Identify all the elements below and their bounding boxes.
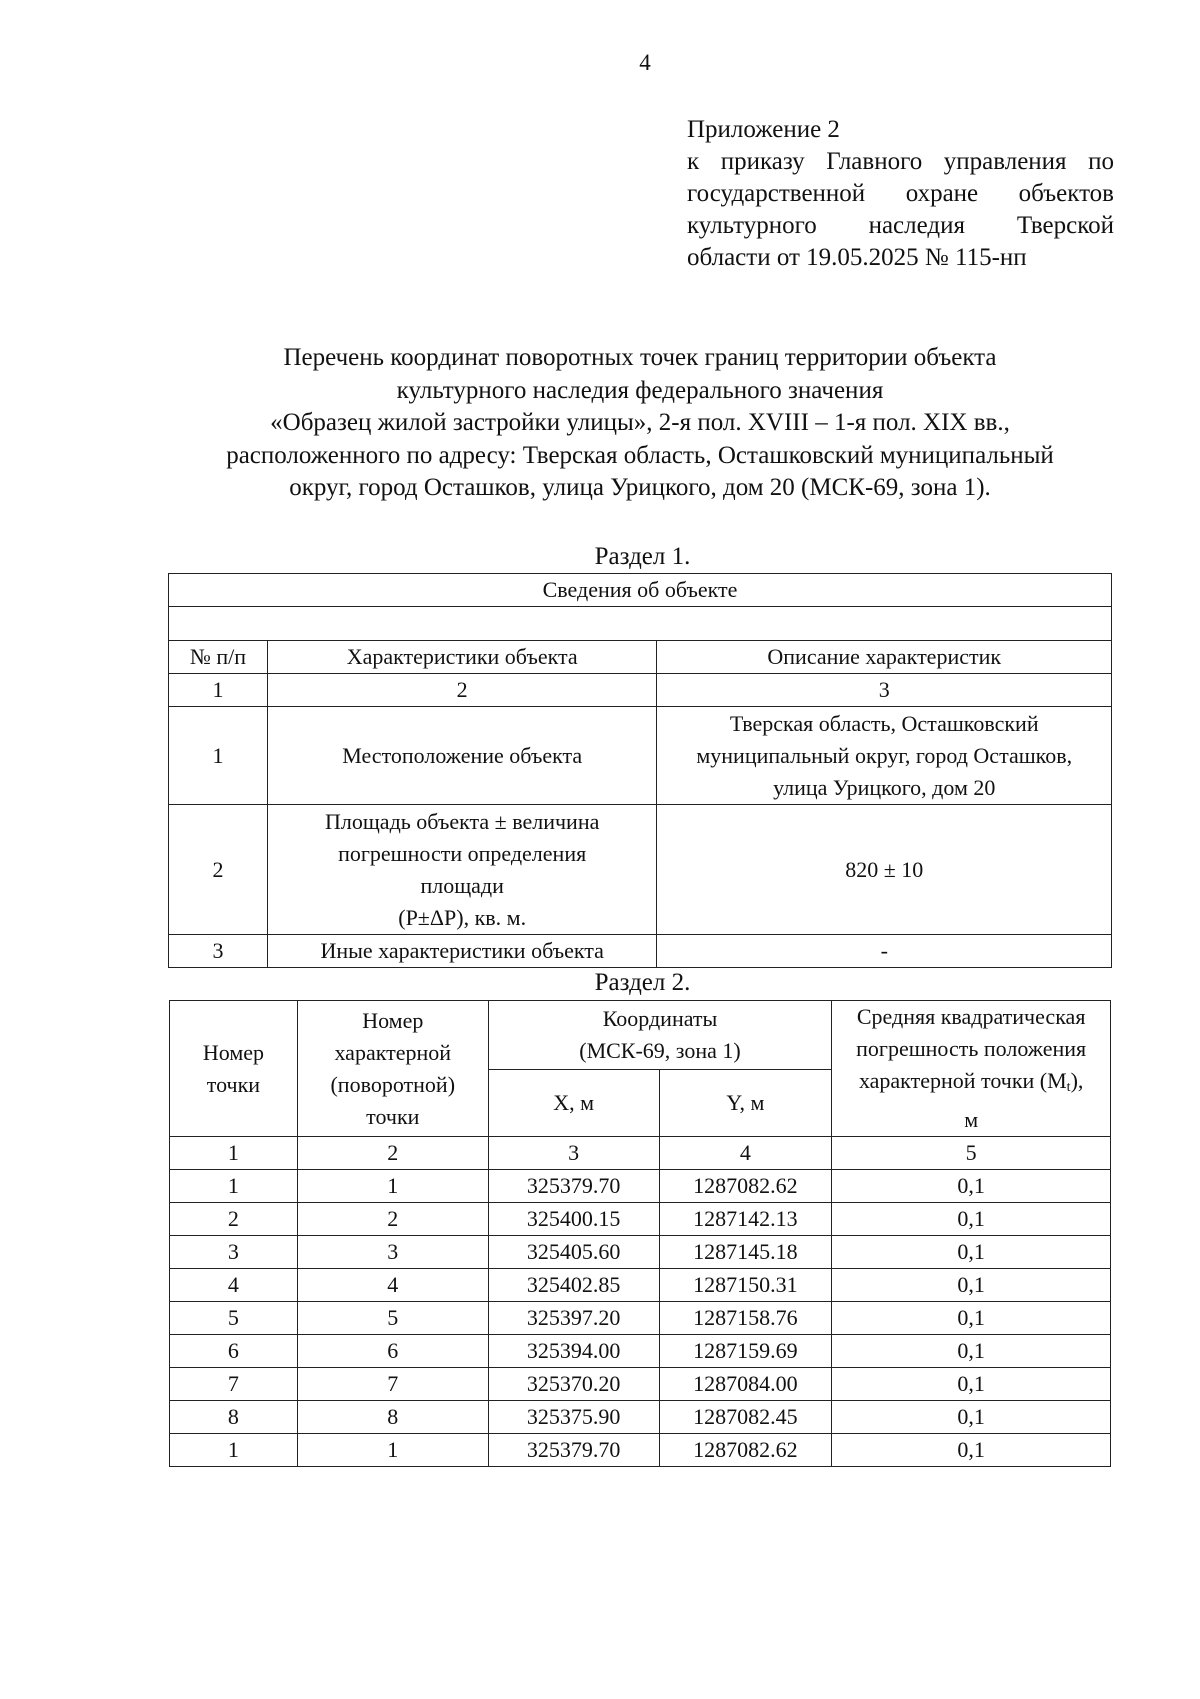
column-number-cell: 3 bbox=[657, 674, 1112, 707]
document-title-line: «Образец жилой застройки улицы», 2-я пол. XVIII – 1-я пол. XIX вв., bbox=[270, 409, 1010, 436]
section1-heading: Раздел 1. bbox=[594, 543, 691, 570]
header-cell: Описание характеристик bbox=[657, 641, 1112, 674]
cell-line: улица Урицкого, дом 20 bbox=[773, 774, 996, 800]
table-cell: 4 bbox=[170, 1269, 298, 1302]
table-cell: 2 bbox=[170, 1203, 298, 1236]
table-cell: 325397.20 bbox=[488, 1302, 659, 1335]
characteristic-cell bbox=[267, 707, 657, 805]
table-cell: 1287082.45 bbox=[659, 1401, 832, 1434]
table-cell: 1287082.62 bbox=[659, 1434, 832, 1467]
table-cell: 1287158.76 bbox=[659, 1302, 832, 1335]
mse-text: характерной точки (М bbox=[858, 1068, 1067, 1093]
document-title-line: расположенного по адресу: Тверская область, Осташковский муниципальный bbox=[226, 441, 1054, 469]
table-cell: 325402.85 bbox=[488, 1269, 659, 1302]
coordinates-table bbox=[169, 1000, 1111, 1467]
table-row bbox=[170, 1368, 1111, 1401]
table-cell: 4 bbox=[297, 1269, 488, 1302]
description-cell bbox=[657, 935, 1112, 968]
cell-line: Номер bbox=[202, 1039, 264, 1065]
header-y: Y, м bbox=[659, 1069, 832, 1136]
table-cell: 325370.20 bbox=[488, 1368, 659, 1401]
header-cell: № п/п bbox=[169, 641, 268, 674]
column-number-row bbox=[169, 674, 1112, 707]
cell-line: Площадь объекта ± величина bbox=[325, 808, 600, 834]
table-cell: 0,1 bbox=[832, 1170, 1111, 1203]
cell-line: муниципальный округ, город Осташков, bbox=[696, 742, 1073, 768]
document-title-line: Перечень координат поворотных точек границ территории объекта bbox=[283, 344, 997, 371]
characteristic-cell bbox=[267, 935, 657, 968]
table-row bbox=[169, 707, 1112, 805]
column-number-cell: 1 bbox=[170, 1137, 298, 1170]
column-number-cell: 5 bbox=[832, 1137, 1111, 1170]
table-row bbox=[170, 1203, 1111, 1236]
description-cell bbox=[657, 707, 1112, 805]
header-coordinates bbox=[488, 1001, 832, 1070]
document-title bbox=[160, 342, 1120, 505]
cell-line: точки bbox=[206, 1071, 261, 1097]
table-cell: 0,1 bbox=[832, 1269, 1111, 1302]
header-point-number bbox=[170, 1001, 298, 1137]
row-number-cell: 2 bbox=[169, 805, 268, 935]
table-cell: 1287159.69 bbox=[659, 1335, 832, 1368]
cell-line: - bbox=[880, 938, 888, 963]
object-info-table bbox=[168, 573, 1112, 968]
table-cell: 0,1 bbox=[832, 1335, 1111, 1368]
column-number-cell: 1 bbox=[169, 674, 268, 707]
table-cell: 1 bbox=[297, 1434, 488, 1467]
table-cell: 1 bbox=[297, 1170, 488, 1203]
table-cell: 325379.70 bbox=[488, 1170, 659, 1203]
table-caption: Сведения об объекте bbox=[169, 574, 1112, 607]
header-char-point-number bbox=[297, 1001, 488, 1137]
column-number-cell: 4 bbox=[659, 1137, 832, 1170]
table-cell: 1 bbox=[170, 1170, 298, 1203]
appendix-line: государственной охране объектов bbox=[687, 180, 1114, 207]
table-cell: 0,1 bbox=[832, 1434, 1111, 1467]
cell-line: (МСК-69, зона 1) bbox=[579, 1037, 741, 1063]
cell-line: Иные характеристики объекта bbox=[320, 938, 604, 963]
table-cell: 1 bbox=[170, 1434, 298, 1467]
table-row bbox=[170, 1335, 1111, 1368]
cell-line: Координаты bbox=[602, 1005, 718, 1031]
table-row bbox=[170, 1236, 1111, 1269]
table-cell: 325405.60 bbox=[488, 1236, 659, 1269]
table-cell: 7 bbox=[297, 1368, 488, 1401]
table-cell: 5 bbox=[170, 1302, 298, 1335]
table-cell: 0,1 bbox=[832, 1368, 1111, 1401]
cell-line: м bbox=[964, 1107, 979, 1132]
table-row bbox=[170, 1269, 1111, 1302]
table-cell: 1287145.18 bbox=[659, 1236, 832, 1269]
cell-line: площади bbox=[420, 872, 504, 898]
cell-line: погрешности определения bbox=[338, 840, 587, 866]
table-row bbox=[170, 1434, 1111, 1467]
cell-line: (поворотной) bbox=[330, 1071, 456, 1097]
table-cell: 0,1 bbox=[832, 1203, 1111, 1236]
table-cell: 325375.90 bbox=[488, 1401, 659, 1434]
cell-line: Тверская область, Осташковский bbox=[729, 710, 1039, 736]
column-number-cell: 2 bbox=[297, 1137, 488, 1170]
table-cell: 0,1 bbox=[832, 1401, 1111, 1434]
description-cell bbox=[657, 805, 1112, 935]
cell-line: характерной bbox=[334, 1039, 452, 1065]
table-row bbox=[170, 1170, 1111, 1203]
table-cell: 7 bbox=[170, 1368, 298, 1401]
table-cell: 1287142.13 bbox=[659, 1203, 832, 1236]
characteristic-cell bbox=[267, 805, 657, 935]
cell-line: точки bbox=[366, 1103, 420, 1129]
cell-line: Средняя квадратическая bbox=[856, 1004, 1086, 1029]
cell-line: Местоположение объекта bbox=[342, 742, 583, 768]
column-number-cell: 3 bbox=[488, 1137, 659, 1170]
appendix-title: Приложение 2 bbox=[687, 116, 840, 143]
cell-line: 820 ± 10 bbox=[845, 856, 924, 882]
row-number-cell: 3 bbox=[169, 935, 268, 968]
header-cell: Характеристики объекта bbox=[267, 641, 657, 674]
cell-line: (Р±ΔР), кв. м. bbox=[398, 904, 527, 930]
appendix-block bbox=[687, 114, 1114, 274]
table-cell: 0,1 bbox=[832, 1302, 1111, 1335]
row-number-cell: 1 bbox=[169, 707, 268, 805]
table-cell: 8 bbox=[170, 1401, 298, 1434]
empty-row bbox=[169, 607, 1112, 641]
document-title-line: округ, город Осташков, улица Урицкого, дом 20 (МСК-69, зона 1). bbox=[289, 474, 991, 501]
appendix-line: области от 19.05.2025 № 115-нп bbox=[687, 244, 1027, 271]
appendix-line: к приказу Главного управления по bbox=[687, 148, 1114, 175]
header-mse bbox=[832, 1001, 1111, 1137]
cell-line bbox=[838, 1065, 1104, 1104]
document-title-line: культурного наследия федерального значения bbox=[396, 376, 884, 404]
table-cell: 325379.70 bbox=[488, 1434, 659, 1467]
table-cell: 2 bbox=[297, 1203, 488, 1236]
table-row bbox=[169, 805, 1112, 935]
table-cell: 1287084.00 bbox=[659, 1368, 832, 1401]
section2-heading: Раздел 2. bbox=[594, 969, 691, 996]
table-header-row bbox=[169, 641, 1112, 674]
table-cell: 325394.00 bbox=[488, 1335, 659, 1368]
table-row bbox=[170, 1302, 1111, 1335]
table-row bbox=[169, 935, 1112, 968]
table-cell: 5 bbox=[297, 1302, 488, 1335]
table-cell: 325400.15 bbox=[488, 1203, 659, 1236]
appendix-line: культурного наследия Тверской bbox=[687, 212, 1114, 239]
table-cell: 6 bbox=[297, 1335, 488, 1368]
table-cell: 0,1 bbox=[832, 1236, 1111, 1269]
header-x: X, м bbox=[488, 1069, 659, 1136]
table-row bbox=[170, 1401, 1111, 1434]
table-cell: 8 bbox=[297, 1401, 488, 1434]
cell-line: погрешность положения bbox=[856, 1036, 1087, 1061]
cell-line: Номер bbox=[362, 1007, 424, 1033]
table-cell: 1287082.62 bbox=[659, 1170, 832, 1203]
mse-text: ), bbox=[1070, 1068, 1084, 1093]
table-cell: 3 bbox=[170, 1236, 298, 1269]
column-number-cell: 2 bbox=[267, 674, 657, 707]
page-number: 4 bbox=[639, 50, 651, 75]
table-cell: 3 bbox=[297, 1236, 488, 1269]
table-cell: 1287150.31 bbox=[659, 1269, 832, 1302]
table-cell: 6 bbox=[170, 1335, 298, 1368]
mse-subscript: t bbox=[1066, 1080, 1071, 1095]
column-number-row bbox=[170, 1137, 1111, 1170]
